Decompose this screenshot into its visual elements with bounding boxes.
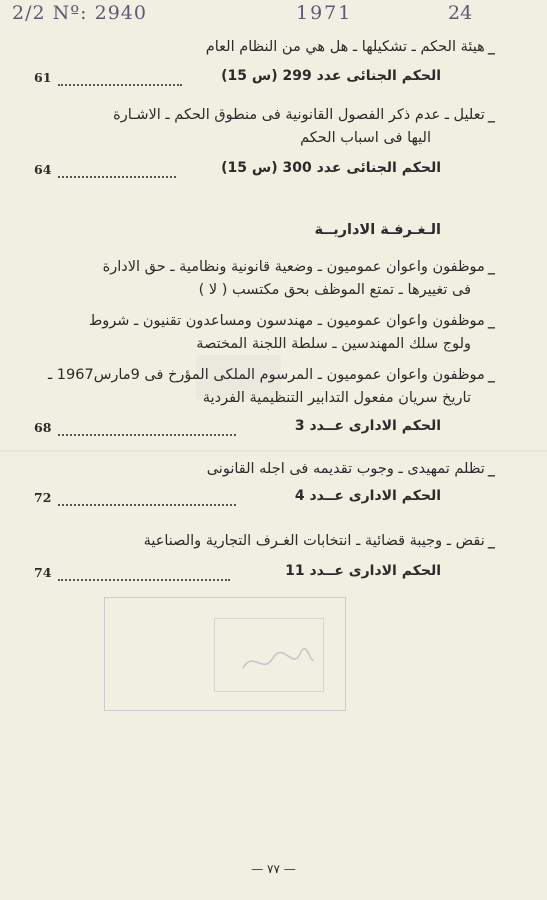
page-fold — [0, 450, 547, 452]
judgment-title: الحكم الادارى عــدد 11 — [285, 563, 441, 579]
page-number: — ٧٧ — — [251, 862, 296, 876]
entry-dash: _ — [487, 39, 495, 55]
entry-text: تظلم تمهيدى ـ وجوب تقديمه فى اجله القانونى — [206, 461, 485, 477]
judgment-page: 68 — [34, 420, 52, 435]
entry-text-line1: تعليل ـ عدم ذكر الفصول القانونية فى منطوق الحكم ـ الاشـارة — [113, 107, 485, 123]
entry-text-line2: اليها فى اسباب الحكم — [300, 130, 431, 146]
judgment-title: الحكم الجنائى عدد 300 (س 15) — [221, 160, 441, 176]
entry-text-line2: ولوج سلك المهندسين ـ سلطة اللجنة المختصة — [196, 336, 471, 352]
entry-text-line1: موظفون واعوان عموميون ـ مهندسون ومساعدون تقنيون ـ شروط — [88, 313, 485, 329]
entry-text: هيئة الحكم ـ تشكيلها ـ هل هي من النظام العام — [205, 39, 485, 55]
entry-dash: _ — [487, 259, 495, 275]
entry-dash: _ — [487, 313, 495, 329]
entry-text-line2: فى تغييرها ـ تمتع الموظف بحق مكتسب ( لا ) — [198, 282, 471, 298]
entry-dash: _ — [487, 461, 495, 477]
index-entry — [89, 310, 495, 356]
index-entry — [48, 364, 495, 410]
entry-text-line2: تاريخ سريان مفعول التدابير التنظيمية الفردية — [202, 390, 471, 406]
judgment-page: 72 — [34, 490, 52, 505]
entry-dash: _ — [487, 533, 495, 549]
judgment-line — [30, 68, 441, 90]
judgment-page: 74 — [34, 565, 52, 580]
entry-dash: _ — [487, 367, 495, 383]
judgment-line — [30, 160, 441, 182]
entry-dash: _ — [487, 107, 495, 123]
dot-leader — [58, 166, 176, 178]
dot-leader — [58, 424, 236, 436]
dot-leader — [58, 494, 236, 506]
dot-leader — [58, 74, 182, 86]
index-entry — [206, 36, 495, 59]
judgment-line — [30, 488, 441, 510]
index-entry — [103, 256, 495, 302]
faded-signature-mark — [238, 640, 318, 680]
index-entry — [144, 530, 495, 553]
handwritten-year: 1971 — [296, 2, 353, 24]
index-entry — [207, 458, 495, 481]
judgment-title: الحكم الادارى عــدد 3 — [294, 418, 441, 434]
judgment-title: الحكم الادارى عــدد 4 — [294, 488, 441, 504]
judgment-line — [30, 563, 441, 585]
judgment-page: 61 — [34, 70, 52, 85]
entry-text-line1: موظفون واعوان عموميون ـ وضعية قانونية ونظامية ـ حق الادارة — [102, 259, 485, 275]
judgment-title: الحكم الجنائى عدد 299 (س 15) — [221, 68, 441, 84]
entry-text-line1: موظفون واعوان عموميون ـ المرسوم الملكى المؤرخ فى 9مارس1967 ـ — [47, 367, 485, 383]
handwritten-number: 24 — [448, 2, 473, 24]
judgment-page: 64 — [34, 162, 52, 177]
judgment-line — [30, 418, 441, 440]
index-entry — [113, 104, 495, 150]
entry-text: نقض ـ وجيبة قضائية ـ انتخابات الغـرف التجارية والصناعية — [143, 533, 485, 549]
section-title: الـغـرفـة الاداريــة — [314, 222, 441, 238]
dot-leader — [58, 569, 230, 581]
handwritten-reference: 2/2 Nº: 2940 — [12, 2, 147, 24]
